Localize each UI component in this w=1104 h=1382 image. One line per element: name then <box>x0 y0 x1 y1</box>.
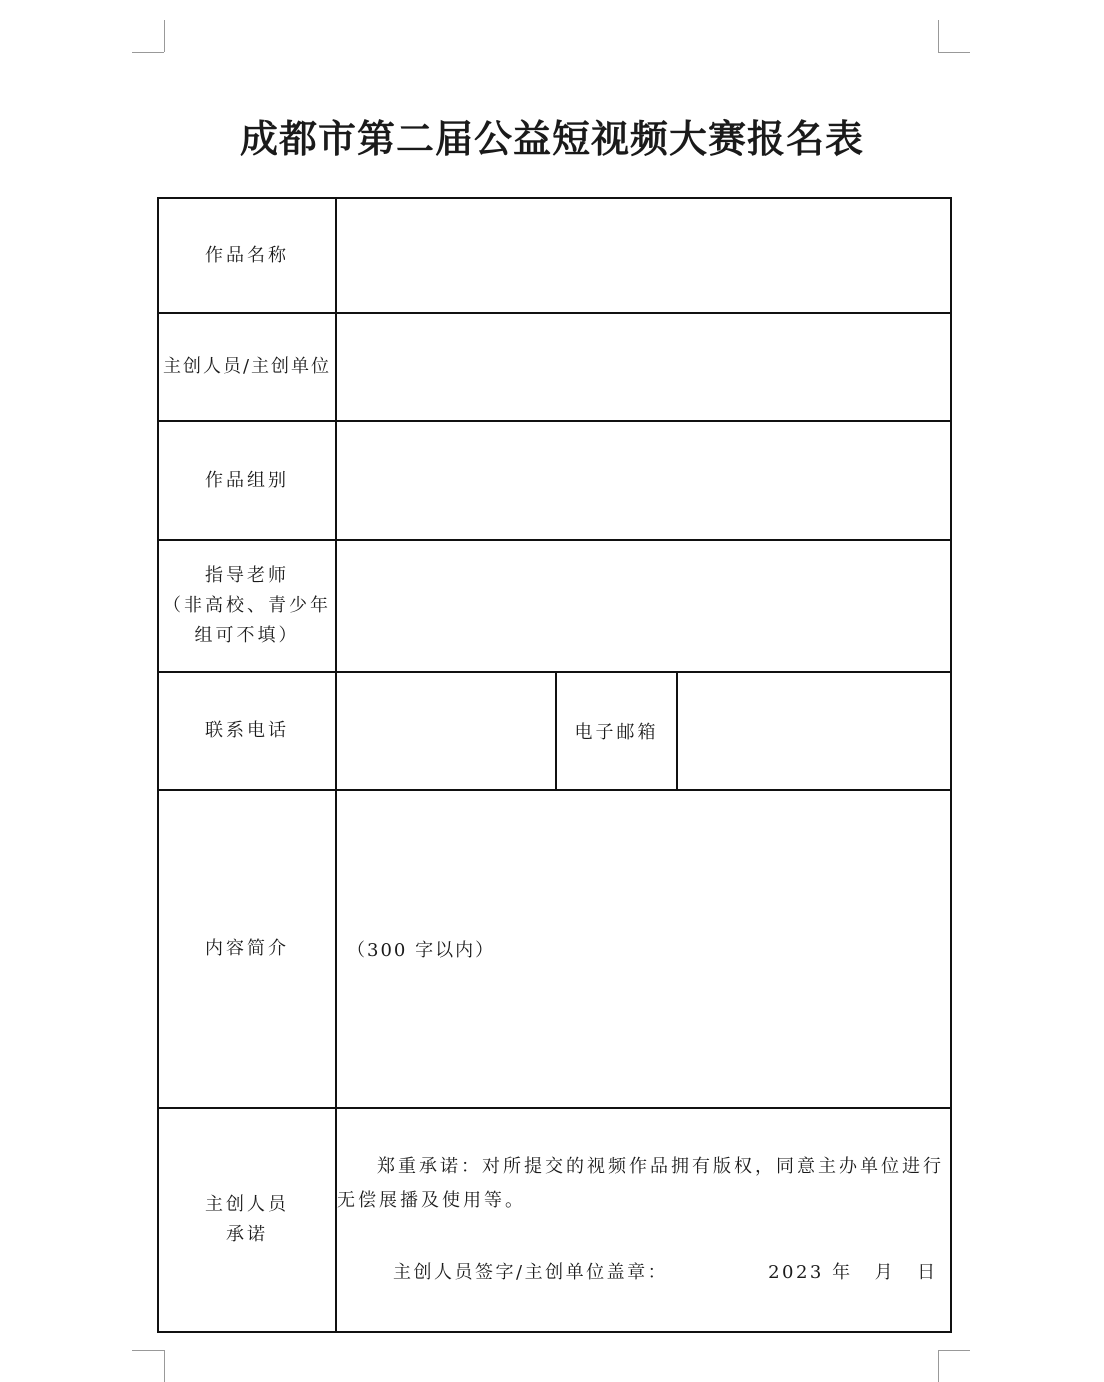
phone-label: 联系电话 <box>158 672 336 790</box>
teacher-label-line2: （非高校、青少年 <box>163 595 331 616</box>
corner-mark-bottom-right <box>938 1350 939 1382</box>
corner-mark-top-left-h <box>132 52 164 53</box>
work-name-field[interactable] <box>336 198 951 313</box>
promise-text: 郑重承诺：对所提交的视频作品拥有版权，同意主办单位进行无偿展播及使用等。 <box>337 1156 944 1211</box>
teacher-label-line1: 指导老师 <box>205 565 289 586</box>
signature-label: 主创人员签字/主创单位盖章： <box>393 1262 669 1283</box>
intro-hint: （300 字以内） <box>347 940 496 961</box>
intro-field[interactable] <box>336 790 951 1108</box>
group-field[interactable] <box>336 421 951 540</box>
promise-label <box>158 1108 336 1332</box>
email-field[interactable] <box>677 672 951 790</box>
page-title: 成都市第二届公益短视频大赛报名表 <box>239 116 864 161</box>
promise-label-line2: 承诺 <box>226 1224 268 1245</box>
promise-label-line1: 主创人员 <box>205 1194 289 1215</box>
signature-row <box>337 1256 950 1290</box>
corner-mark-bottom-left <box>164 1350 165 1382</box>
intro-label: 内容简介 <box>158 790 336 1108</box>
date-month: 月 <box>874 1262 896 1283</box>
corner-mark-top-right <box>938 20 939 52</box>
corner-mark-top-left <box>164 20 165 52</box>
date-part <box>768 1256 938 1290</box>
phone-field[interactable] <box>336 672 556 790</box>
promise-cell <box>336 1108 951 1332</box>
date-year: 2023 年 <box>768 1262 853 1283</box>
work-name-label: 作品名称 <box>158 198 336 313</box>
corner-mark-bottom-right-h <box>938 1350 970 1351</box>
teacher-label-line3: 组可不填） <box>194 625 300 646</box>
corner-mark-top-right-h <box>938 52 970 53</box>
group-label: 作品组别 <box>158 421 336 540</box>
corner-mark-bottom-left-h <box>132 1350 164 1351</box>
teacher-field[interactable] <box>336 540 951 672</box>
creator-label: 主创人员/主创单位 <box>158 313 336 421</box>
date-day: 日 <box>917 1262 938 1283</box>
registration-form-table <box>157 197 952 1333</box>
creator-field[interactable] <box>336 313 951 421</box>
email-label: 电子邮箱 <box>556 672 677 790</box>
teacher-label <box>158 540 336 672</box>
